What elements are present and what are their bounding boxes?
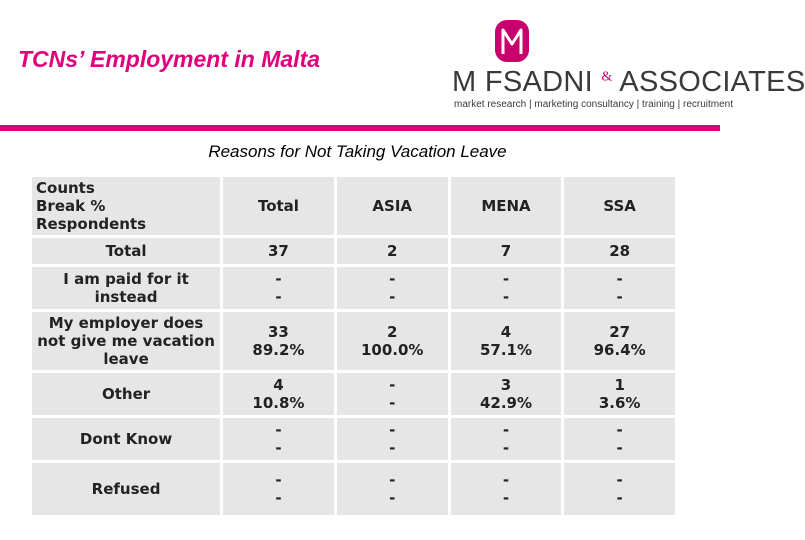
table-row xyxy=(32,238,675,264)
corner-header-cell: Counts Break % Respondents xyxy=(32,177,220,235)
table-cell: 1 3.6% xyxy=(564,373,675,415)
row-label: Other xyxy=(32,373,220,415)
table-cell: - - xyxy=(451,267,562,309)
table-cell: - - xyxy=(223,463,334,515)
table-cell: 4 10.8% xyxy=(223,373,334,415)
table-cell: - - xyxy=(337,418,448,460)
row-label: Dont Know xyxy=(32,418,220,460)
table-subtitle: Reasons for Not Taking Vacation Leave xyxy=(208,142,507,161)
results-table-container xyxy=(29,174,678,510)
page-title: TCNs’ Employment in Malta xyxy=(18,46,321,72)
table-cell: - - xyxy=(564,463,675,515)
table-cell: - - xyxy=(451,418,562,460)
company-logo xyxy=(452,20,805,116)
table-header-row xyxy=(32,177,675,235)
table-cell: - - xyxy=(451,463,562,515)
row-label: My employer does not give me vacation leave xyxy=(32,312,220,370)
results-table xyxy=(29,174,678,518)
row-label: I am paid for it instead xyxy=(32,267,220,309)
table-cell: 3 42.9% xyxy=(451,373,562,415)
row-label: Total xyxy=(32,238,220,264)
table-cell: - - xyxy=(223,267,334,309)
table-cell: 28 xyxy=(564,238,675,264)
table-row xyxy=(32,312,675,370)
table-cell: 27 96.4% xyxy=(564,312,675,370)
table-cell: - - xyxy=(564,267,675,309)
column-header-total: Total xyxy=(223,177,334,235)
table-row xyxy=(32,418,675,460)
table-cell: 7 xyxy=(451,238,562,264)
table-cell: - - xyxy=(337,463,448,515)
column-header-mena: MENA xyxy=(451,177,562,235)
table-cell: 33 89.2% xyxy=(223,312,334,370)
row-label: Refused xyxy=(32,463,220,515)
logo-m-icon xyxy=(495,20,529,62)
header-divider xyxy=(0,125,720,131)
table-row xyxy=(32,463,675,515)
logo-name: M FSADNI & ASSOCIATES xyxy=(452,66,805,98)
table-cell: 37 xyxy=(223,238,334,264)
table-row xyxy=(32,373,675,415)
logo-tagline: market research | marketing consultancy | training | recruitment xyxy=(454,99,734,110)
column-header-asia: ASIA xyxy=(337,177,448,235)
table-cell: - - xyxy=(223,418,334,460)
column-header-ssa: SSA xyxy=(564,177,675,235)
table-cell: - - xyxy=(337,373,448,415)
table-cell: 4 57.1% xyxy=(451,312,562,370)
table-row xyxy=(32,267,675,309)
table-cell: 2 100.0% xyxy=(337,312,448,370)
table-cell: 2 xyxy=(337,238,448,264)
table-cell: - - xyxy=(337,267,448,309)
table-cell: - - xyxy=(564,418,675,460)
